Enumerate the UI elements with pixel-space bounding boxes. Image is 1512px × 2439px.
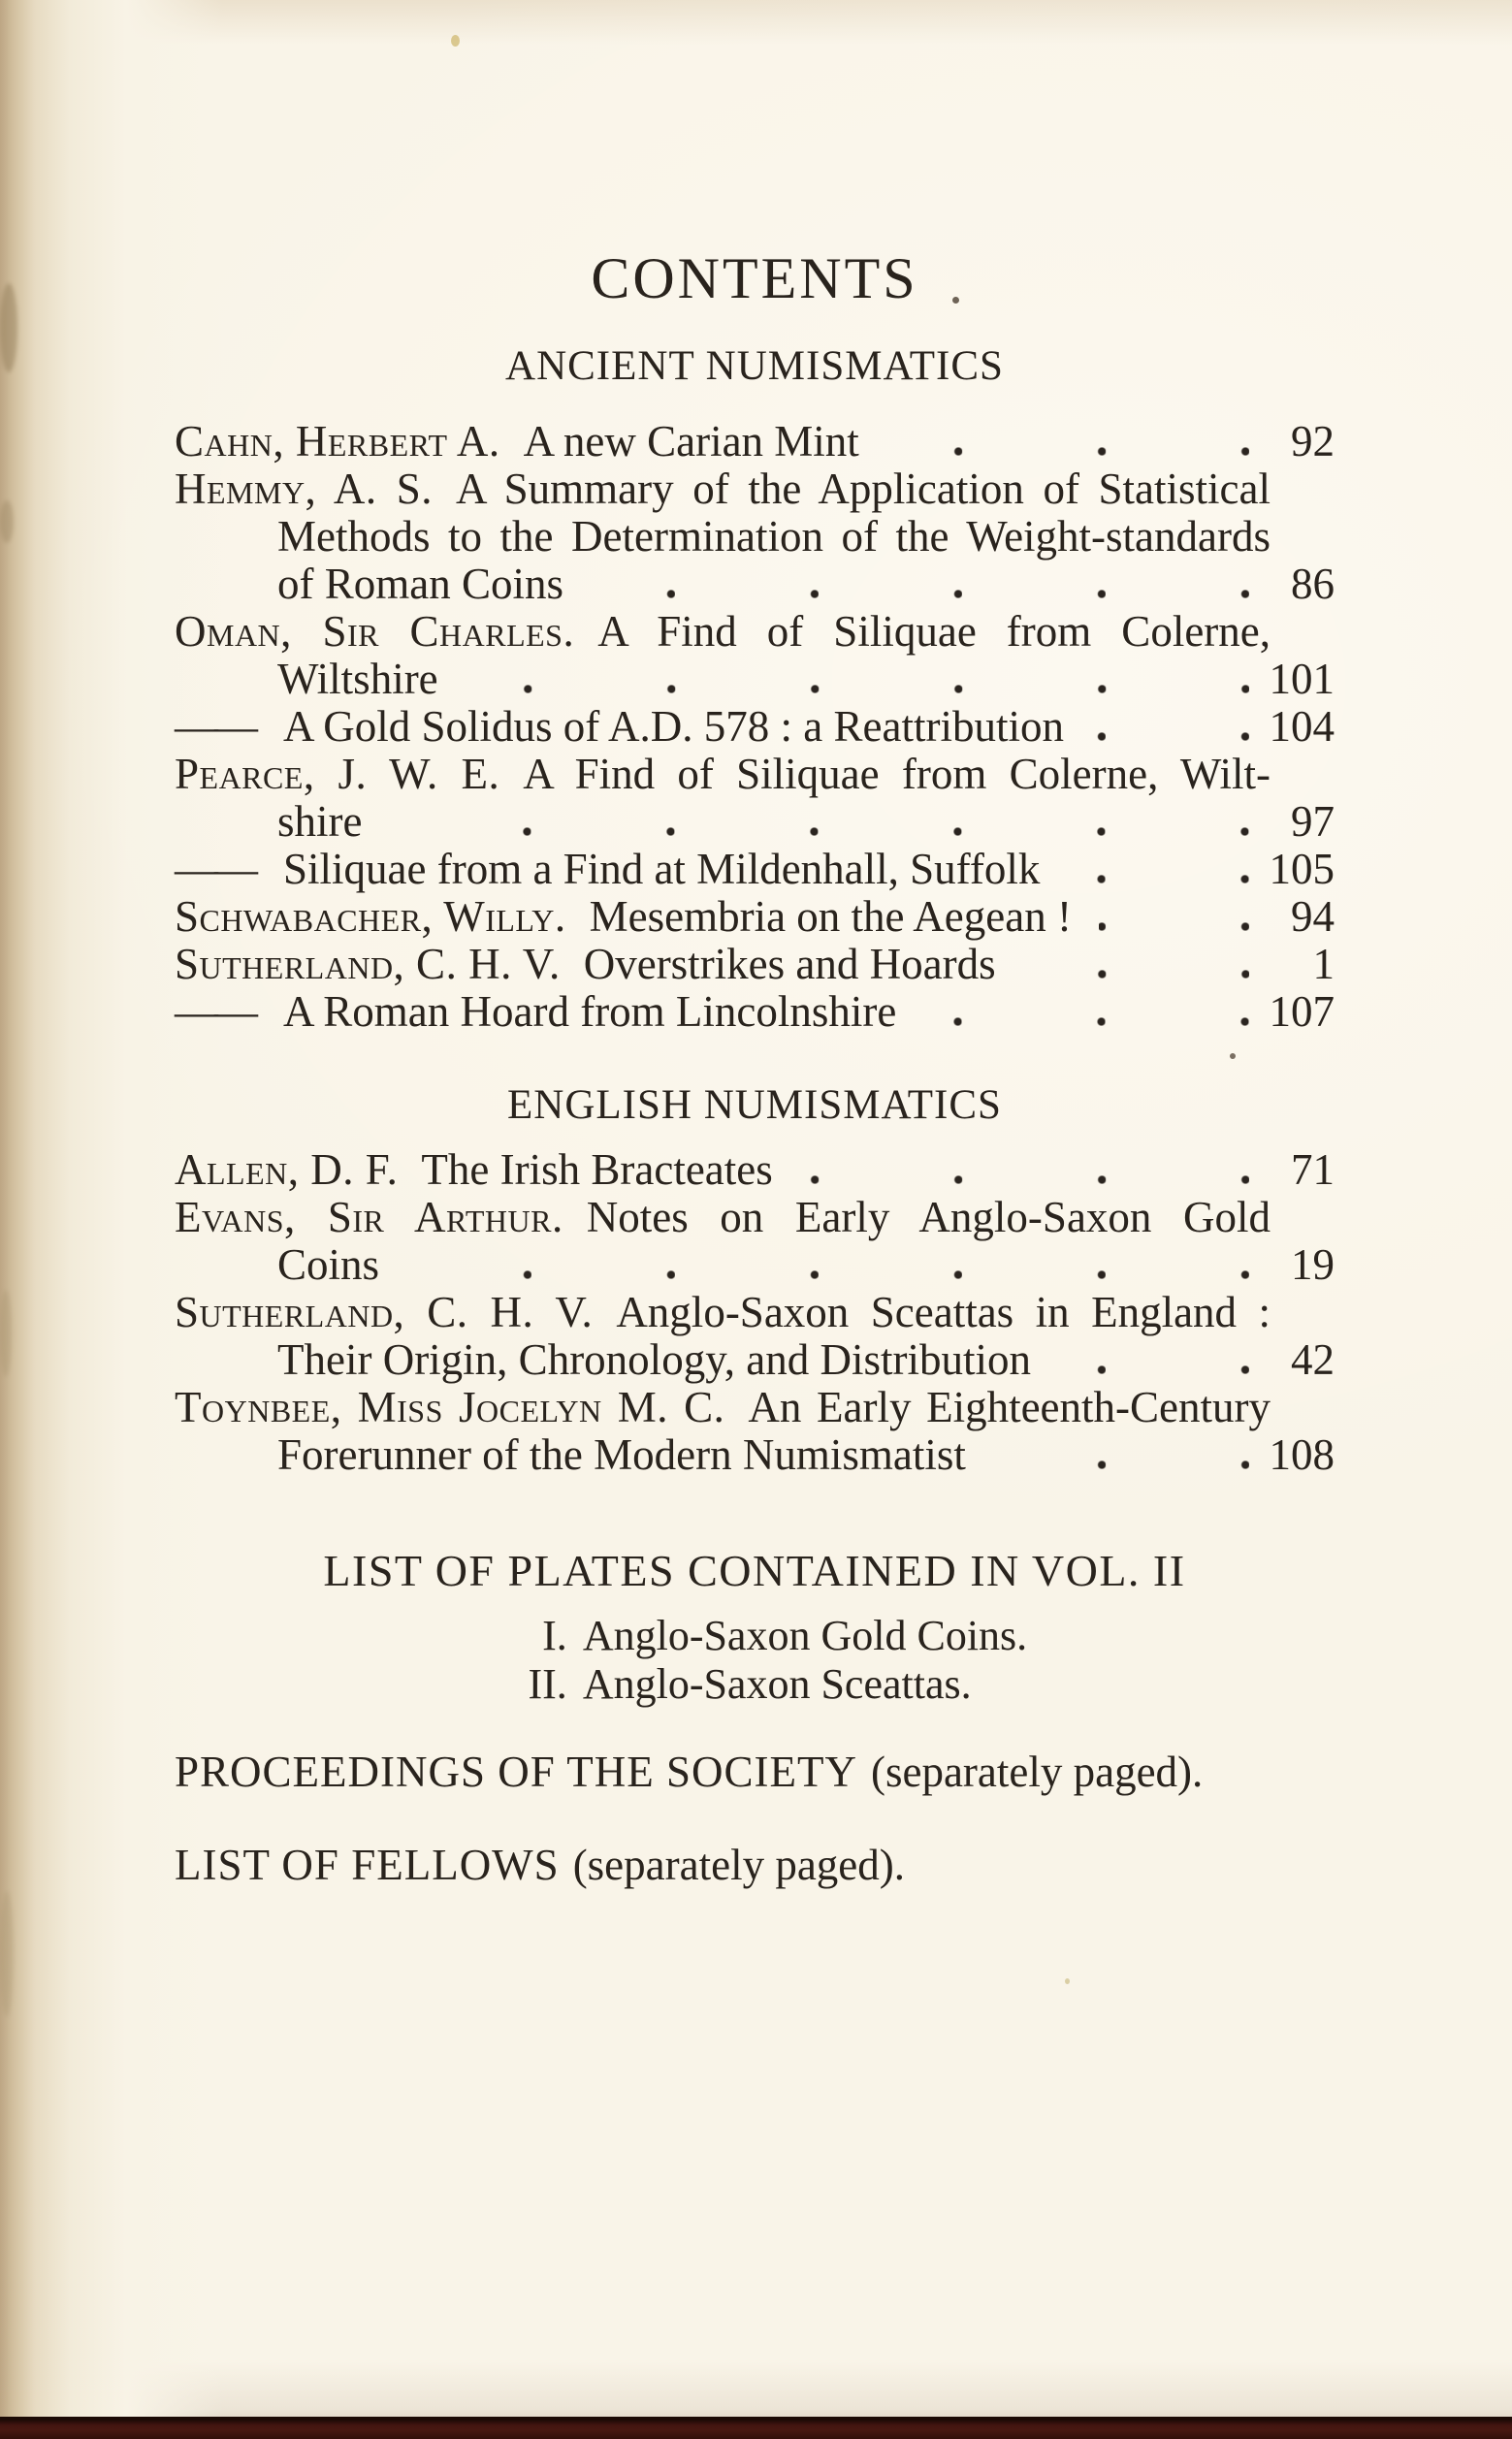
toc-line: [175, 656, 1335, 703]
entry-title: A Roman Hoard from Lincolnshire: [283, 987, 897, 1036]
paper-speck: [952, 297, 959, 304]
page-number: 107: [1269, 987, 1335, 1036]
plate-title: Anglo-Saxon Gold Coins.: [582, 1612, 1028, 1659]
plate-title: Anglo-Saxon Sceattas.: [582, 1660, 972, 1708]
dot-leader: [800, 1175, 1249, 1184]
toc-line: [175, 418, 1335, 465]
ditto-dash: ——: [175, 987, 254, 1036]
paper-speck: [451, 35, 460, 47]
dot-leader: [886, 447, 1249, 456]
entry-text: [175, 1146, 773, 1194]
toc-line: [175, 751, 1271, 798]
paper-speck: [1230, 1053, 1236, 1059]
entry-title: A new Carian Mint: [523, 417, 859, 465]
entry-title: A Find of Siliquae from Colerne, Wilt-: [523, 750, 1271, 798]
page-number: 101: [1269, 655, 1335, 703]
page-number: 92: [1291, 417, 1335, 465]
entry-text: [175, 941, 996, 988]
toc-entry: [175, 703, 1335, 751]
entry-title: Notes on Early Anglo-Saxon Gold: [586, 1193, 1271, 1241]
section-heading-ancient: ANCIENT NUMISMATICS: [505, 343, 1004, 389]
author-name: Oman, Sir Charles.: [175, 607, 575, 656]
entry-title-continued: shire: [277, 797, 363, 846]
toc-line: [175, 1146, 1335, 1194]
entry-text: [175, 1288, 1271, 1336]
toc-section-english: [175, 1146, 1335, 1479]
book-cover-edge: [0, 2417, 1512, 2439]
author-name: Pearce, J. W. E.: [175, 750, 500, 798]
dot-leader: [1058, 1365, 1249, 1374]
page-number: 19: [1291, 1240, 1335, 1289]
toc-line: [175, 1431, 1335, 1479]
toc-entry: [175, 1384, 1335, 1479]
entry-title: An Early Eighteenth-Century: [748, 1383, 1271, 1431]
entry-title: Mesembria on the Aegean !: [589, 892, 1072, 941]
entry-title: Anglo-Saxon Sceattas in England :: [616, 1288, 1271, 1336]
author-name: Sutherland, C. H. V.: [175, 1288, 594, 1336]
plates-list: [175, 1612, 1335, 1709]
entry-title-continued: Their Origin, Chronology, and Distribution: [277, 1335, 1031, 1384]
toc-entry: [175, 608, 1335, 703]
binding-smudge: [0, 1891, 14, 2017]
toc-line: [175, 703, 1335, 751]
section-heading-english: ENGLISH NUMISMATICS: [507, 1082, 1002, 1128]
toc-entry: [175, 418, 1335, 465]
plate-numeral: I.: [542, 1612, 567, 1659]
author-name: Toynbee, Miss Jocelyn M. C.: [175, 1383, 725, 1431]
entry-text: [175, 750, 1271, 798]
page-number: 71: [1291, 1145, 1335, 1194]
toc-line: [175, 1384, 1271, 1431]
entry-title-continued: Wiltshire: [277, 655, 438, 703]
dot-leader: [1099, 922, 1249, 931]
entry-title-continued: Coins: [277, 1240, 380, 1289]
toc-entry: [175, 988, 1335, 1036]
plate-numeral: II.: [528, 1660, 567, 1708]
toc-line: [175, 893, 1335, 941]
author-name: Hemmy, A. S.: [175, 465, 434, 513]
toc-entry: [175, 465, 1335, 608]
toc-line: [175, 1289, 1271, 1336]
dot-leader: [389, 827, 1249, 836]
entry-text: [175, 465, 1271, 513]
toc-line: [175, 1241, 1335, 1289]
author-name: Schwabacher, Willy.: [175, 892, 566, 941]
toc-line: [175, 941, 1335, 988]
dot-leader: [1091, 732, 1249, 741]
proceedings-label: PROCEEDINGS OF THE SOCIETY: [175, 1748, 857, 1796]
entry-title: The Irish Bracteates: [421, 1145, 773, 1194]
entry-text: [175, 893, 1072, 941]
author-name: Evans, Sir Arthur.: [175, 1193, 563, 1241]
entry-title-continued: of Roman Coins: [277, 560, 564, 608]
toc-line: [175, 465, 1271, 513]
toc-line: [175, 846, 1335, 893]
entry-text: [175, 1383, 1271, 1431]
dot-leader: [993, 1460, 1249, 1469]
toc-line: [175, 1336, 1335, 1384]
entry-title: A Find of Siliquae from Colerne,: [597, 607, 1271, 656]
author-name: Allen, D. F.: [175, 1145, 399, 1194]
entry-text: [175, 418, 859, 465]
paper-speck: [1065, 1978, 1070, 1984]
toc-entry: [175, 1194, 1335, 1289]
toc-entry: [175, 941, 1335, 988]
page-number: 97: [1291, 797, 1335, 846]
entry-text: [175, 607, 1271, 656]
entry-text: [175, 988, 896, 1036]
entry-title: A Gold Solidus of A.D. 578 : a Reattribution: [283, 702, 1064, 751]
ditto-dash: ——: [175, 845, 254, 893]
toc-line: [175, 561, 1335, 608]
binding-smudge: [0, 1290, 12, 1377]
plates-box: [509, 1612, 1027, 1709]
entry-text: [175, 1193, 1271, 1241]
toc-entry: [175, 846, 1335, 893]
toc-line: [175, 988, 1335, 1036]
binding-smudge: [0, 500, 14, 543]
page-number: 86: [1291, 560, 1335, 608]
fellows-suffix: (separately paged).: [572, 1841, 905, 1889]
page-title: CONTENTS: [591, 246, 918, 310]
toc-section-ancient: [175, 418, 1335, 1036]
fellows-label: LIST OF FELLOWS: [175, 1841, 560, 1889]
entry-text: [175, 846, 1040, 893]
page-number: 1: [1312, 940, 1335, 988]
dot-leader: [406, 1270, 1249, 1279]
page-number: 104: [1269, 702, 1335, 751]
dot-leader: [1067, 875, 1249, 883]
dot-leader: [1023, 970, 1249, 979]
entry-title: A Summary of the Application of Statistical: [456, 465, 1271, 513]
author-name: Sutherland, C. H. V.: [175, 940, 561, 988]
toc-entry: [175, 1289, 1335, 1384]
entry-title: Overstrikes and Hoards: [583, 940, 996, 988]
fellows-note: [175, 1840, 905, 1890]
proceedings-suffix: (separately paged).: [870, 1748, 1204, 1796]
entry-title: Siliquae from a Find at Mildenhall, Suffolk: [283, 845, 1041, 893]
binding-smudge: [0, 283, 17, 372]
dot-leader: [466, 685, 1249, 693]
entry-title-continued: Forerunner of the Modern Numismatist: [277, 1430, 966, 1479]
entry-text: [175, 703, 1064, 751]
proceedings-note: [175, 1747, 1203, 1797]
author-name: Cahn, Herbert A.: [175, 417, 500, 465]
dot-leader: [923, 1017, 1249, 1026]
toc-line: Methods to the Determination of the Weight-standards: [277, 512, 1271, 561]
page-number: 42: [1291, 1335, 1335, 1384]
toc-line: [175, 1194, 1271, 1241]
page-number: 105: [1269, 845, 1335, 893]
ditto-dash: ——: [175, 702, 254, 751]
page-number: 108: [1269, 1430, 1335, 1479]
toc-entry: [175, 751, 1335, 846]
toc-line: [175, 798, 1335, 846]
toc-line: [175, 608, 1271, 656]
page-number: 94: [1291, 892, 1335, 941]
toc-entry: [175, 1146, 1335, 1194]
plates-heading: LIST OF PLATES CONTAINED IN VOL. II: [323, 1546, 1186, 1595]
toc-entry: [175, 893, 1335, 941]
dot-leader: [591, 590, 1249, 598]
